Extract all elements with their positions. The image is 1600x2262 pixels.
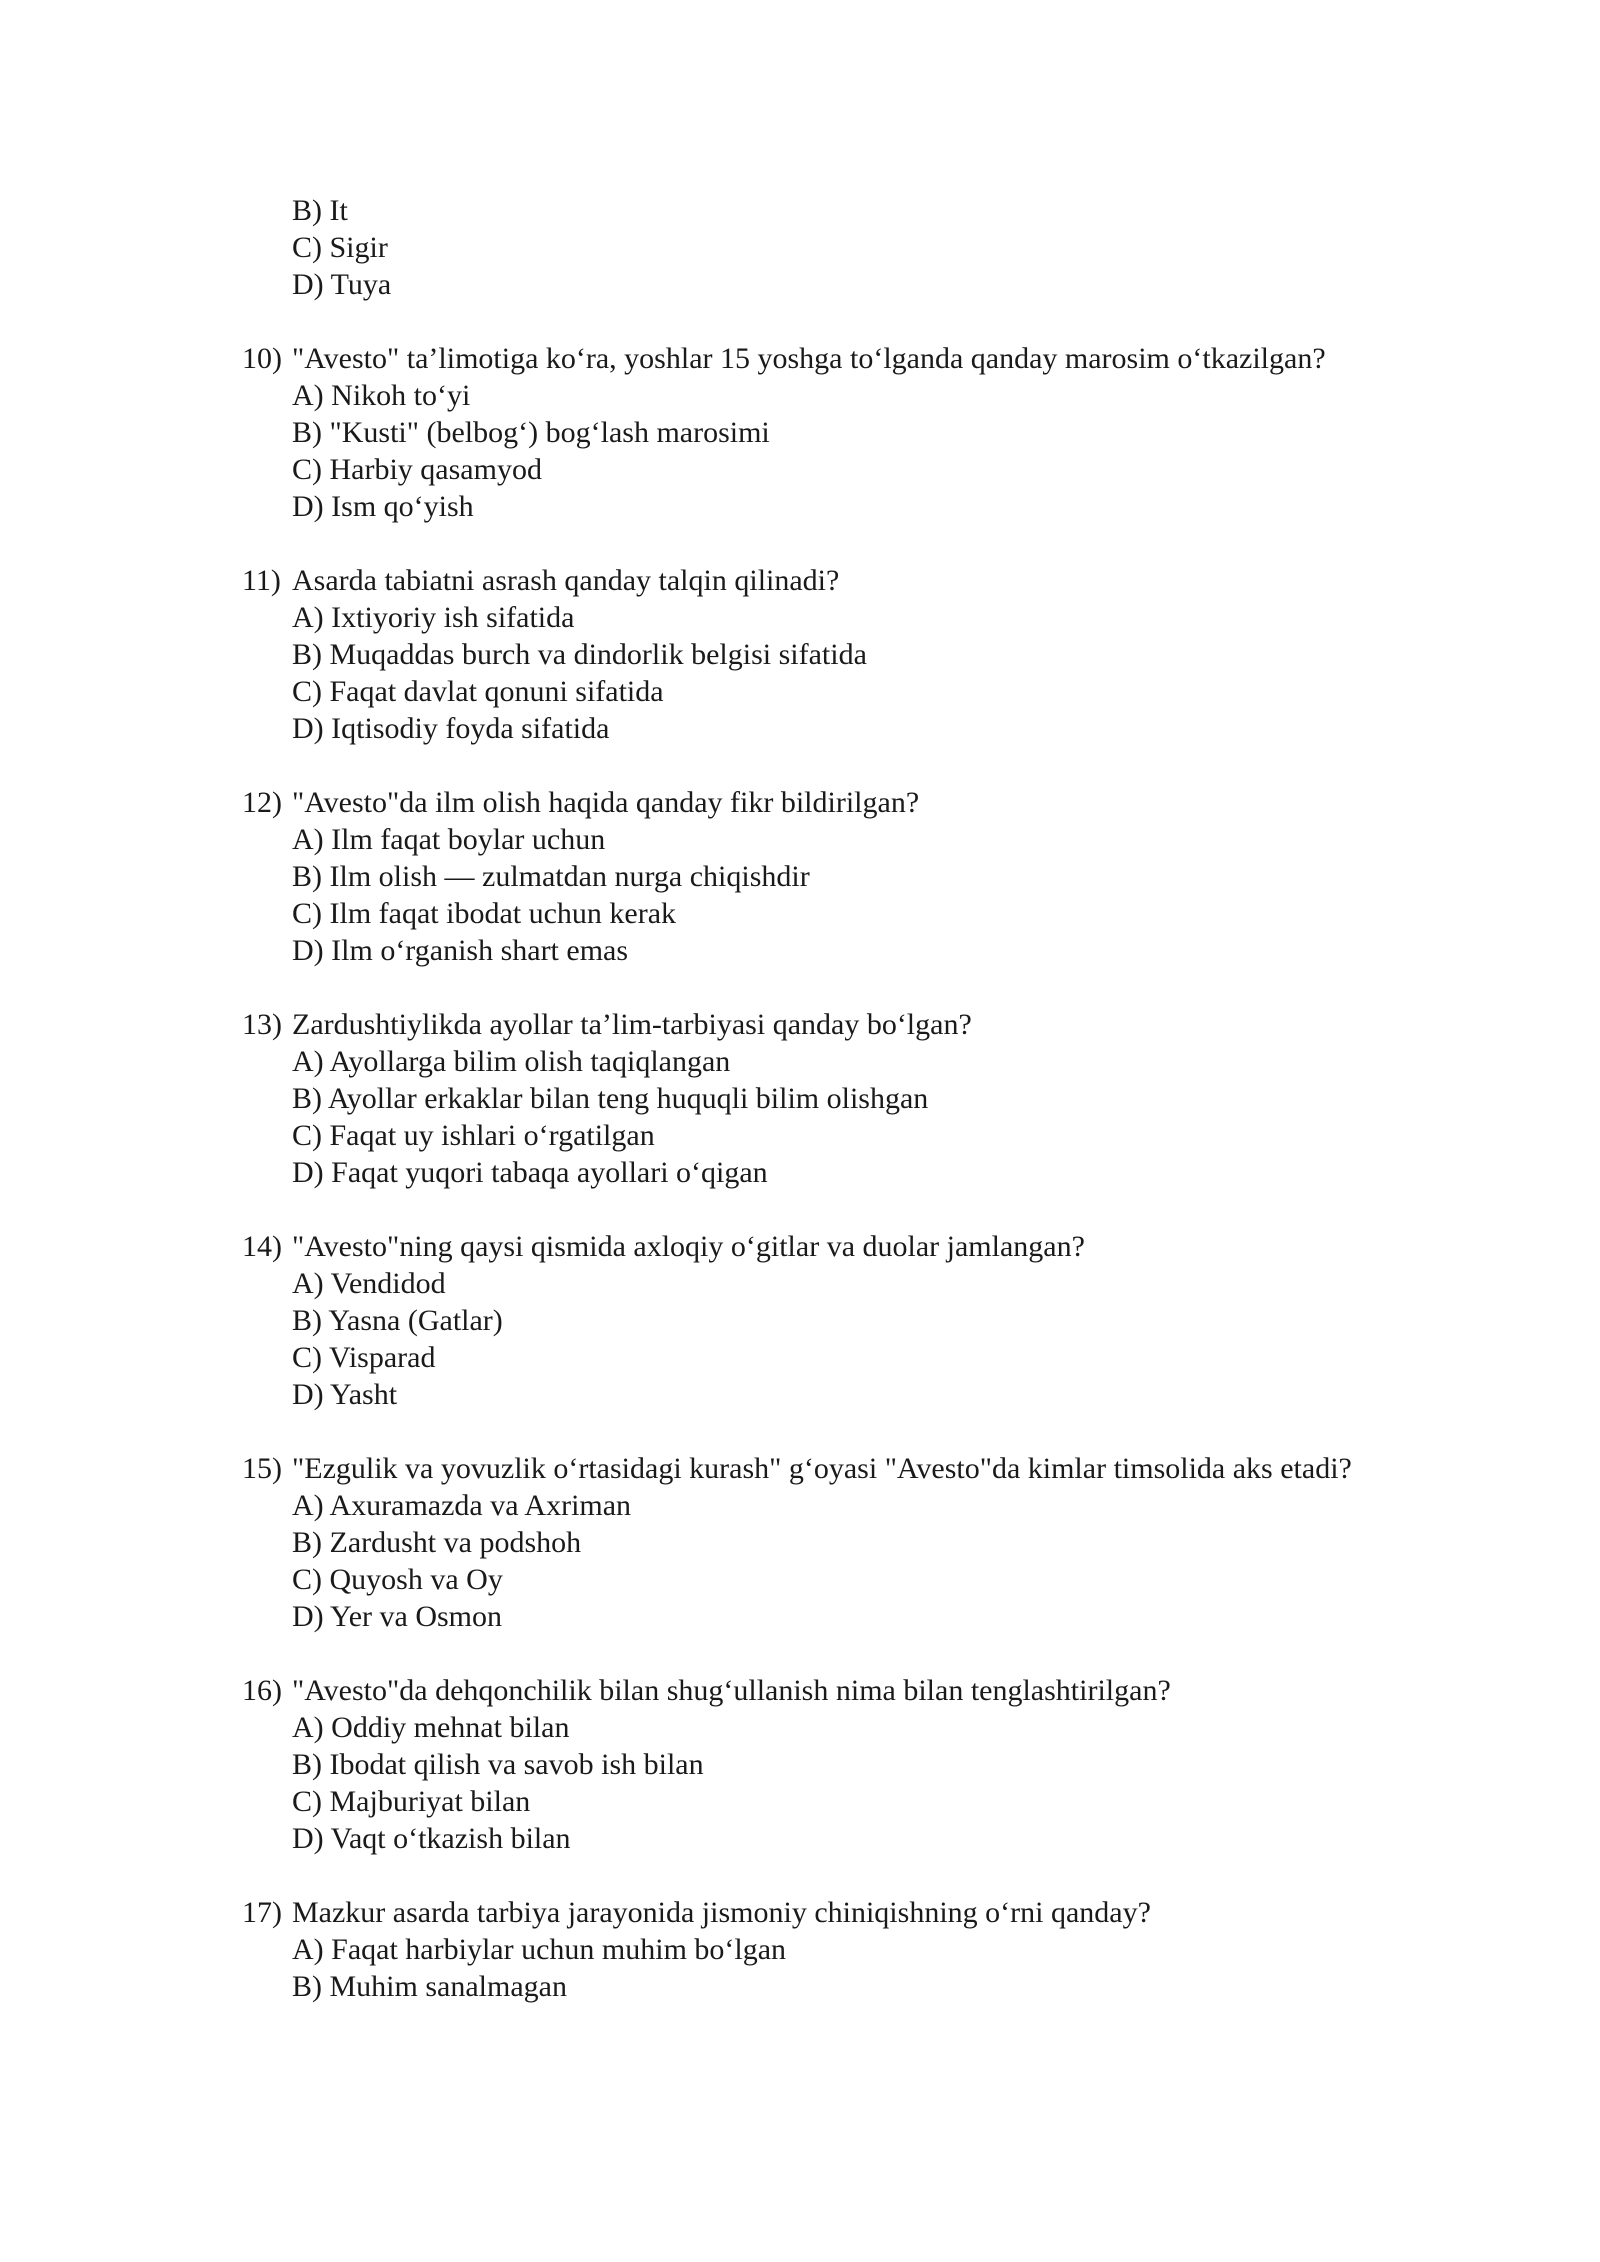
- question-number: 16): [242, 1674, 282, 1707]
- question-line: [242, 562, 1422, 599]
- answer-option: D) Ism qo‘yish: [292, 490, 474, 523]
- answer-option: C) Faqat uy ishlari o‘rgatilgan: [292, 1119, 655, 1152]
- question-number: 10): [242, 342, 282, 375]
- question-text: Zardushtiylikda ayollar ta’lim-tarbiyasi qanday bo‘lgan?: [292, 1008, 972, 1041]
- question-text: "Ezgulik va yovuzlik o‘rtasidagi kurash" g‘oyasi "Avesto"da kimlar timsolida aks etadi?: [292, 1452, 1352, 1485]
- answer-options: [242, 1709, 1422, 1857]
- answer-option: B) Ibodat qilish va savob ish bilan: [292, 1748, 704, 1781]
- answer-option: B) Ayollar erkaklar bilan teng huquqli bilim olishgan: [292, 1082, 929, 1115]
- question-number: 13): [242, 1008, 282, 1041]
- carryover-options: [242, 192, 1422, 303]
- answer-options: [242, 1043, 1422, 1191]
- answer-option: A) Vendidod: [292, 1267, 446, 1300]
- answer-option: D) Tuya: [292, 268, 392, 301]
- question-line: [242, 1006, 1422, 1043]
- document-content: [242, 192, 1422, 2005]
- answer-option: B) Yasna (Gatlar): [292, 1304, 503, 1337]
- question-number: 12): [242, 786, 282, 819]
- answer-option: B) Zardusht va podshoh: [292, 1526, 582, 1559]
- answer-option: A) Nikoh to‘yi: [292, 379, 471, 412]
- question-line: [242, 340, 1422, 377]
- question-text: Asarda tabiatni asrash qanday talqin qilinadi?: [292, 564, 840, 597]
- question-15: [242, 1450, 1422, 1635]
- answer-option: B) Ilm olish — zulmatdan nurga chiqishdir: [292, 860, 810, 893]
- question-text: "Avesto"ning qaysi qismida axloqiy o‘gitlar va duolar jamlangan?: [292, 1230, 1085, 1263]
- answer-option: B) "Kusti" (belbog‘) bog‘lash marosimi: [292, 416, 770, 449]
- answer-option: B) It: [292, 194, 348, 227]
- answer-option: A) Faqat harbiylar uchun muhim bo‘lgan: [292, 1933, 787, 1966]
- answer-options: [242, 599, 1422, 747]
- question-11: [242, 562, 1422, 747]
- answer-option: C) Faqat davlat qonuni sifatida: [292, 675, 664, 708]
- answer-option: C) Majburiyat bilan: [292, 1785, 531, 1818]
- question-13: [242, 1006, 1422, 1191]
- question-16: [242, 1672, 1422, 1857]
- answer-option: A) Ixtiyoriy ish sifatida: [292, 601, 575, 634]
- answer-option: C) Quyosh va Oy: [292, 1563, 503, 1596]
- answer-option: D) Ilm o‘rganish shart emas: [292, 934, 629, 967]
- answer-options: [242, 377, 1422, 525]
- answer-options: [242, 1487, 1422, 1635]
- answer-options: [242, 1265, 1422, 1413]
- answer-option: C) Harbiy qasamyod: [292, 453, 542, 486]
- answer-option: A) Ilm faqat boylar uchun: [292, 823, 606, 856]
- question-text: "Avesto"da ilm olish haqida qanday fikr bildirilgan?: [292, 786, 920, 819]
- question-number: 14): [242, 1230, 282, 1263]
- question-text: "Avesto" ta’limotiga ko‘ra, yoshlar 15 yoshga to‘lganda qanday marosim o‘tkazilgan?: [292, 342, 1326, 375]
- answer-options: [242, 821, 1422, 969]
- answer-option: A) Ayollarga bilim olish taqiqlangan: [292, 1045, 731, 1078]
- question-number: 11): [242, 564, 281, 597]
- question-text: Mazkur asarda tarbiya jarayonida jismoniy chiniqishning o‘rni qanday?: [292, 1896, 1151, 1929]
- answer-option: D) Faqat yuqori tabaqa ayollari o‘qigan: [292, 1156, 768, 1189]
- answer-option: A) Oddiy mehnat bilan: [292, 1711, 570, 1744]
- question-text: "Avesto"da dehqonchilik bilan shug‘ullanish nima bilan tenglashtirilgan?: [292, 1674, 1171, 1707]
- question-number: 15): [242, 1452, 282, 1485]
- answer-option: B) Muhim sanalmagan: [292, 1970, 567, 2003]
- question-12: [242, 784, 1422, 969]
- answer-option: D) Iqtisodiy foyda sifatida: [292, 712, 610, 745]
- answer-options: [242, 1931, 1422, 2005]
- answer-option: D) Yasht: [292, 1378, 398, 1411]
- question-number: 17): [242, 1896, 282, 1929]
- question-line: [242, 1672, 1422, 1709]
- question-line: [242, 784, 1422, 821]
- answer-option: C) Ilm faqat ibodat uchun kerak: [292, 897, 677, 930]
- question-17: [242, 1894, 1422, 2005]
- answer-option: D) Yer va Osmon: [292, 1600, 502, 1633]
- answer-option: A) Axuramazda va Axriman: [292, 1489, 632, 1522]
- answer-option: B) Muqaddas burch va dindorlik belgisi sifatida: [292, 638, 867, 671]
- answer-option: C) Sigir: [292, 231, 388, 264]
- question-line: [242, 1894, 1422, 1931]
- answer-option: D) Vaqt o‘tkazish bilan: [292, 1822, 571, 1855]
- question-line: [242, 1450, 1422, 1487]
- question-14: [242, 1228, 1422, 1413]
- question-10: [242, 340, 1422, 525]
- answer-option: C) Visparad: [292, 1341, 436, 1374]
- question-line: [242, 1228, 1422, 1265]
